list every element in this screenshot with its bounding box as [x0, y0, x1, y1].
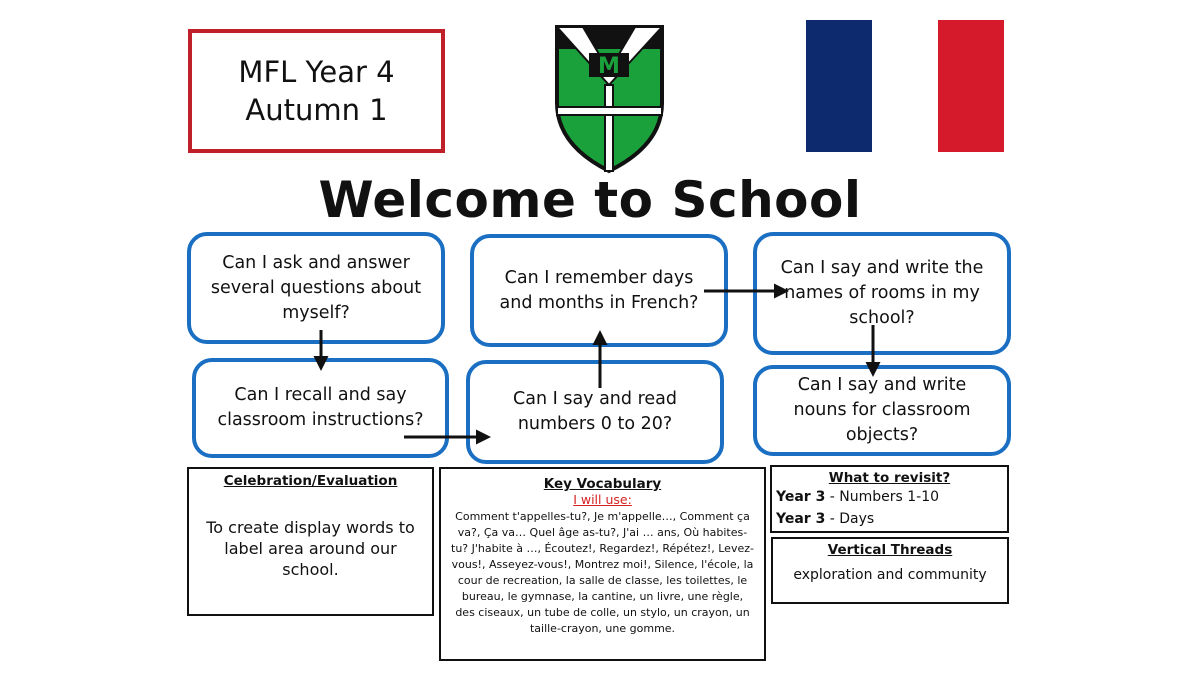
vocab-subtitle: I will use:: [573, 492, 632, 507]
question-bubble-myself: Can I ask and answer several questions about myself?: [187, 232, 445, 344]
key-vocabulary-panel: [439, 467, 766, 661]
question-bubble-days-months: Can I remember days and months in French?: [470, 234, 728, 347]
threads-title: Vertical Threads: [827, 542, 953, 558]
flag-red-stripe: [938, 20, 1004, 152]
revisit-panel: [770, 465, 1009, 533]
school-crest-logo: [553, 23, 666, 175]
question-bubble-rooms: Can I say and write the names of rooms in my school?: [753, 232, 1011, 355]
page-title: Welcome to School: [318, 171, 862, 229]
flag-blue-stripe: [806, 20, 872, 152]
revisit-title: What to revisit?: [828, 470, 951, 486]
celebration-body: To create display words to label area around our school.: [206, 518, 415, 579]
question-bubble-instructions: Can I recall and say classroom instructions?: [192, 358, 449, 458]
revisit-item: Year 3 - Numbers 1-10: [776, 489, 940, 505]
vocab-title: Key Vocabulary: [543, 476, 662, 492]
celebration-title: Celebration/Evaluation: [223, 473, 398, 489]
threads-body: exploration and community: [793, 567, 987, 583]
question-bubble-numbers: Can I say and read numbers 0 to 20?: [466, 360, 724, 464]
celebration-panel: [187, 467, 434, 616]
flag-white-stripe: [872, 20, 938, 152]
vocab-body: Comment t'appelles-tu?, Je m'appelle…, Comment ça va?, Ça va… Quel âge as-tu?, J'ai … ans, Où habites-tu? J'habite à …, Écoutez!, Regardez!, Répétez!, Levez-vous!, Asseyez-vous!, Montrez moi!, Silence, l'école, la cour de recreation, la salle de classe, les toilettes, le bureau, le gymnase, la cantine, un livre, une règle, des ciseaux, un tube de colle, un stylo, un crayon, un taille-crayon, une gomme.: [451, 510, 754, 635]
french-flag-icon: [806, 20, 1004, 152]
question-bubble-objects: Can I say and write nouns for classroom objects?: [753, 365, 1011, 456]
unit-year-label: MFL Year 4: [238, 55, 395, 89]
unit-term-label: Autumn 1: [245, 93, 388, 127]
revisit-item: Year 3 - Days: [776, 511, 875, 527]
unit-label-box: [188, 29, 445, 153]
vertical-threads-panel: [771, 537, 1009, 604]
crest-letter: M: [598, 54, 620, 79]
